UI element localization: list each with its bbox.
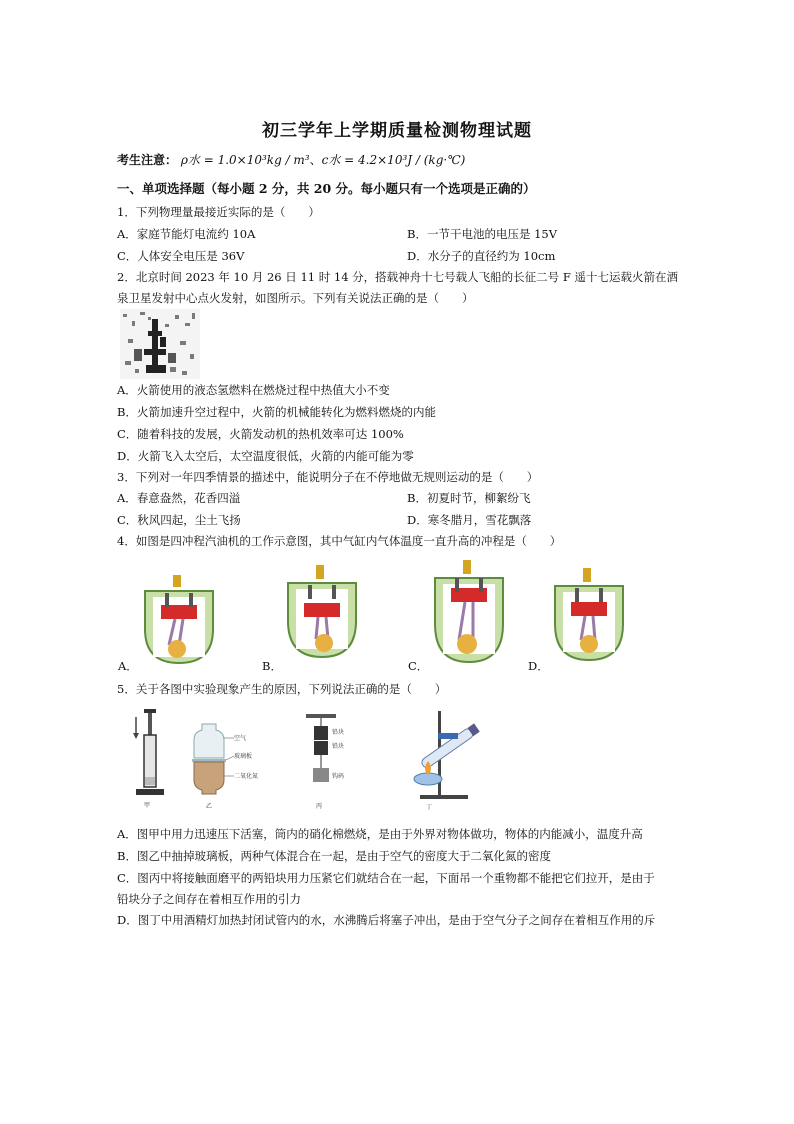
q2-option-b: B．火箭加速升空过程中，火箭的机械能转化为燃料燃烧的内能 xyxy=(117,405,436,419)
q4-label-c: C． xyxy=(408,659,429,673)
q2-option-c: C．随着科技的发展，火箭发动机的热机效率可达 100% xyxy=(117,427,404,441)
q5-option-d: D．图丁中用酒精灯加热封闭试管内的水，水沸腾后将塞子冲出，是由于空气分子之间存在着相互作用的斥 xyxy=(117,913,656,927)
fig-yi-gas-diffusion xyxy=(188,722,278,814)
q1-option-a: A．家庭节能灯电流约 10A xyxy=(117,227,256,241)
fig-bing-lead-blocks xyxy=(302,712,362,812)
fig-label-no2: 二氧化氮 xyxy=(234,773,259,780)
specific-heat-formula: c水 = 4.2×10³J / (kg·℃) xyxy=(321,153,466,167)
fig-label-lead1: 铅块 xyxy=(332,729,345,736)
q2-option-d: D．火箭飞入太空后，太空温度很低，火箭的内能可能为零 xyxy=(117,449,414,463)
q5-stem: 5．关于各图中实验现象产生的原因，下列说法正确的是（ ） xyxy=(117,682,447,696)
engine-diagram-a xyxy=(135,573,225,669)
q3-stem: 3．下列对一年四季情景的描述中，能说明分子在不停地做无规则运动的是（ ） xyxy=(117,470,539,484)
q3-option-d: D．寒冬腊月，雪花飘落 xyxy=(407,513,532,527)
notice-line xyxy=(117,152,465,168)
fig-label-ding: 丁 xyxy=(426,804,433,811)
fig-jia-piston-cylinder xyxy=(130,707,170,811)
q1-option-b: B．一节干电池的电压是 15V xyxy=(407,227,558,241)
notice-label: 考生注意： xyxy=(117,153,178,167)
fig-label-jia: 甲 xyxy=(144,802,151,809)
q3-option-a: A．春意盎然，花香四溢 xyxy=(117,491,241,505)
q5-option-b: B．图乙中抽掉玻璃板，两种气体混合在一起，是由于空气的密度大于二氧化氮的密度 xyxy=(117,849,551,863)
q2-option-a: A．火箭使用的液态氢燃料在燃烧过程中热值大小不变 xyxy=(117,383,390,397)
q2-stem-line1: 2．北京时间 2023 年 10 月 26 日 11 时 14 分，搭载神舟十七号载人飞船的长征二号 F 遥十七运载火箭在酒 xyxy=(117,270,678,284)
notice-separator: 、 xyxy=(309,153,322,167)
q3-option-c: C．秋风四起，尘土飞扬 xyxy=(117,513,241,527)
density-formula: ρ水 = 1.0×10³kg / m³ xyxy=(180,153,310,167)
fig-label-glass: 玻璃板 xyxy=(234,753,253,760)
q1-option-d: D．水分子的直径约为 10cm xyxy=(407,249,556,263)
q5-option-c-line1: C．图丙中将接触面磨平的两铅块用力压紧它们就结合在一起，下面吊一个重物都不能把它们拉开，是由于 xyxy=(117,871,655,885)
q1-stem: 1．下列物理量最接近实际的是（ ） xyxy=(117,205,320,219)
section-heading: 一、单项选择题（每小题 2 分，共 20 分。每小题只有一个选项是正确的） xyxy=(117,181,536,196)
engine-diagram-b xyxy=(278,563,368,663)
rocket-launch-image xyxy=(120,309,200,379)
fig-label-yi: 乙 xyxy=(206,803,213,810)
engine-diagram-c xyxy=(425,558,515,668)
fig-label-air: 空气 xyxy=(234,735,247,742)
q4-stem: 4．如图是四冲程汽油机的工作示意图，其中气缸内气体温度一直升高的冲程是（ ） xyxy=(117,534,562,548)
q3-option-b: B．初夏时节，柳絮纷飞 xyxy=(407,491,531,505)
fig-label-lead2: 铅块 xyxy=(332,743,345,750)
q5-option-a: A．图甲中用力迅速压下活塞，筒内的硝化棉燃烧，是由于外界对物体做功，物体的内能减小，温度升高 xyxy=(117,827,643,841)
q1-option-c: C．人体安全电压是 36V xyxy=(117,249,245,263)
page-title: 初三学年上学期质量检测物理试题 xyxy=(262,121,532,141)
q4-label-d: D． xyxy=(528,659,549,673)
fig-label-weight: 钩码 xyxy=(332,773,345,780)
fig-label-bing: 丙 xyxy=(316,803,323,810)
engine-diagram-d xyxy=(545,566,635,666)
fig-ding-heating-tube xyxy=(398,709,488,813)
q4-label-b: B． xyxy=(262,659,282,673)
q5-option-c-line2: 铅块分子之间存在着相互作用的引力 xyxy=(117,892,301,906)
q2-stem-line2: 泉卫星发射中心点火发射，如图所示。下列有关说法正确的是（ ） xyxy=(117,291,474,305)
q4-label-a: A． xyxy=(118,659,138,673)
